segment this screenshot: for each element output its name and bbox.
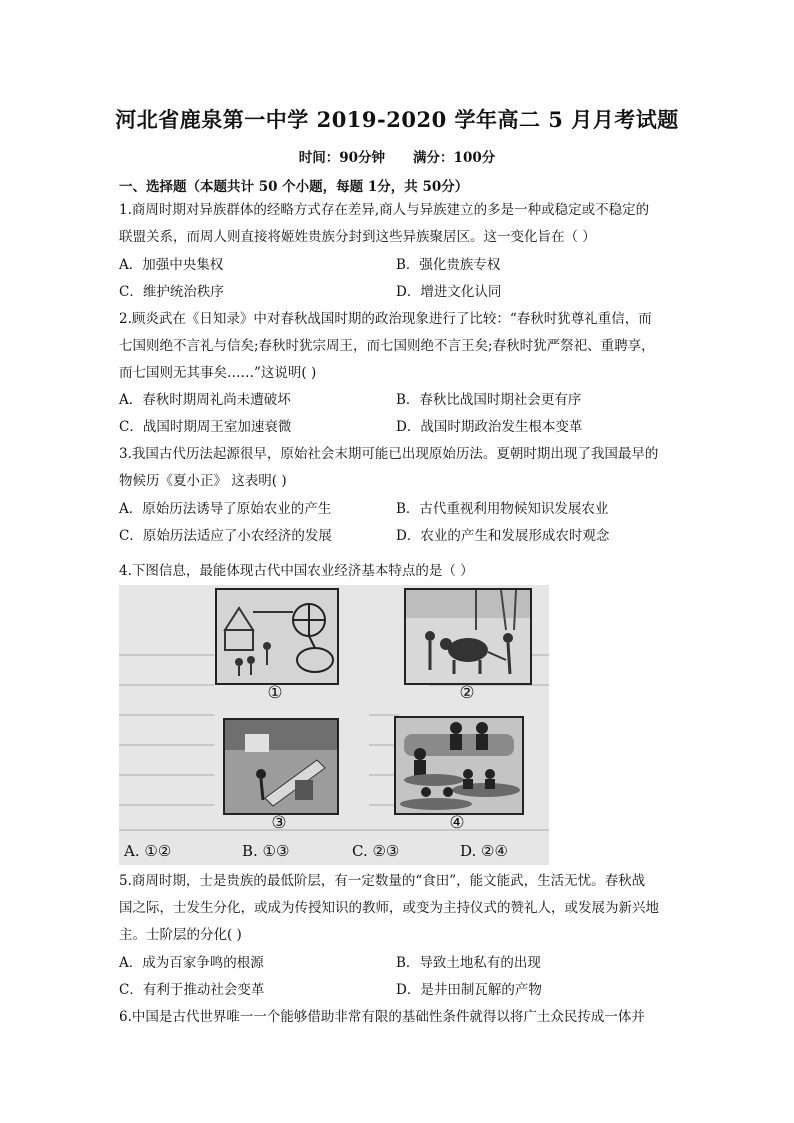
q4-choice-b: B. ①③ [242,842,290,860]
panel-2-image [404,588,532,685]
time-limit: 时间：90分钟 [298,150,386,166]
panel-1-label: ① [267,683,283,703]
q2-line-3: 而七国则无其事矣……”这说明( ) [119,365,317,381]
panel-2-label: ② [459,683,475,703]
workshop-illustration [225,720,337,813]
q6-line: 6.中国是古代世界唯一一个能够借助非常有限的基础性条件就得以将广土众民抟成一体并 [119,1009,645,1025]
q3-line-2: 物候历《夏小正》 这表明( ) [119,473,287,489]
q3-option-a: A．原始历法诱导了原始农业的产生 [119,501,332,517]
q2-line-1: 2.顾炎武在《日知录》中对春秋战国时期的政治现象进行了比较：“春秋时犹尊礼重信，而 [119,311,652,327]
panel-3-image [223,718,339,815]
panel-3-label: ③ [271,813,287,833]
q2-option-b: B．春秋比战国时期社会更有序 [396,392,582,408]
full-score: 满分：100分 [413,150,496,166]
q1-option-c: C．维护统治秩序 [119,284,224,300]
q3-option-d: D．农业的产生和发展形成农时观念 [396,528,610,544]
q4-line: 4.下图信息，最能体现古代中国农业经济基本特点的是（ ） [119,563,474,579]
q5-option-c: C．有利于推动社会变革 [119,982,265,998]
q5-line-1: 5.商周时期，士是贵族的最低阶层，有一定数量的“食田”，能文能武，生活无忧。春秋战 [119,873,646,889]
q5-option-d: D．是井田制瓦解的产物 [396,982,542,998]
q5-line-3: 主。士阶层的分化( ) [119,927,242,943]
q4-choice-d: D. ②④ [460,842,508,860]
q1-option-d: D．增进文化认同 [396,284,502,300]
q4-choice-c: C. ②③ [352,842,400,860]
section-heading: 一、选择题（本题共计 50 个小题，每题 1分，共 50分） [119,179,469,195]
q5-option-b: B．导致土地私有的出现 [396,955,541,971]
q4-choice-a: A. ①② [124,842,172,860]
q1-line-2: 联盟关系，而周人则直接将姬姓贵族分封到这些异族聚居区。这一变化旨在（ ） [119,229,596,245]
windlass-illustration [217,590,337,683]
q1-option-b: B．强化贵族专权 [396,257,501,273]
q2-option-c: C．战国时期周王室加速衰微 [119,419,292,435]
q4-figure [119,585,549,865]
q3-option-c: C．原始历法适应了小农经济的发展 [119,528,332,544]
exam-meta [0,146,794,166]
q2-option-d: D．战国时期政治发生根本变革 [396,419,583,435]
q3-line-1: 3.我国古代历法起源很早，原始社会末期可能已出现原始历法。夏朝时期出现了我国最早的 [119,446,659,462]
panel-1-image [215,588,339,685]
q5-line-2: 国之际，士发生分化，或成为传授知识的教师，或变为主持仪式的赞礼人，或发展为新兴地 [119,900,659,916]
seated-figures-illustration [396,718,522,813]
q2-option-a: A．春秋时期周礼尚未遭破坏 [119,392,291,408]
panel-4-label: ④ [449,813,465,833]
q2-line-2: 七国则绝不言礼与信矣;春秋时犹宗周王，而七国则绝不言王矣;春秋时犹严祭祀、重聘享， [119,338,655,354]
panel-4-image [394,716,524,815]
q1-line-1: 1.商周时期对异族群体的经略方式存在差异,商人与异族建立的多是一种或稳定或不稳定的 [119,202,650,218]
q5-option-a: A．成为百家争鸣的根源 [119,955,264,971]
ox-plowing-illustration [406,590,530,683]
q3-option-b: B．古代重视利用物候知识发展农业 [396,501,609,517]
exam-title: 河北省鹿泉第一中学 2019-2020 学年高二 5 月月考试题 [115,107,679,132]
q1-option-a: A．加强中央集权 [119,257,224,273]
